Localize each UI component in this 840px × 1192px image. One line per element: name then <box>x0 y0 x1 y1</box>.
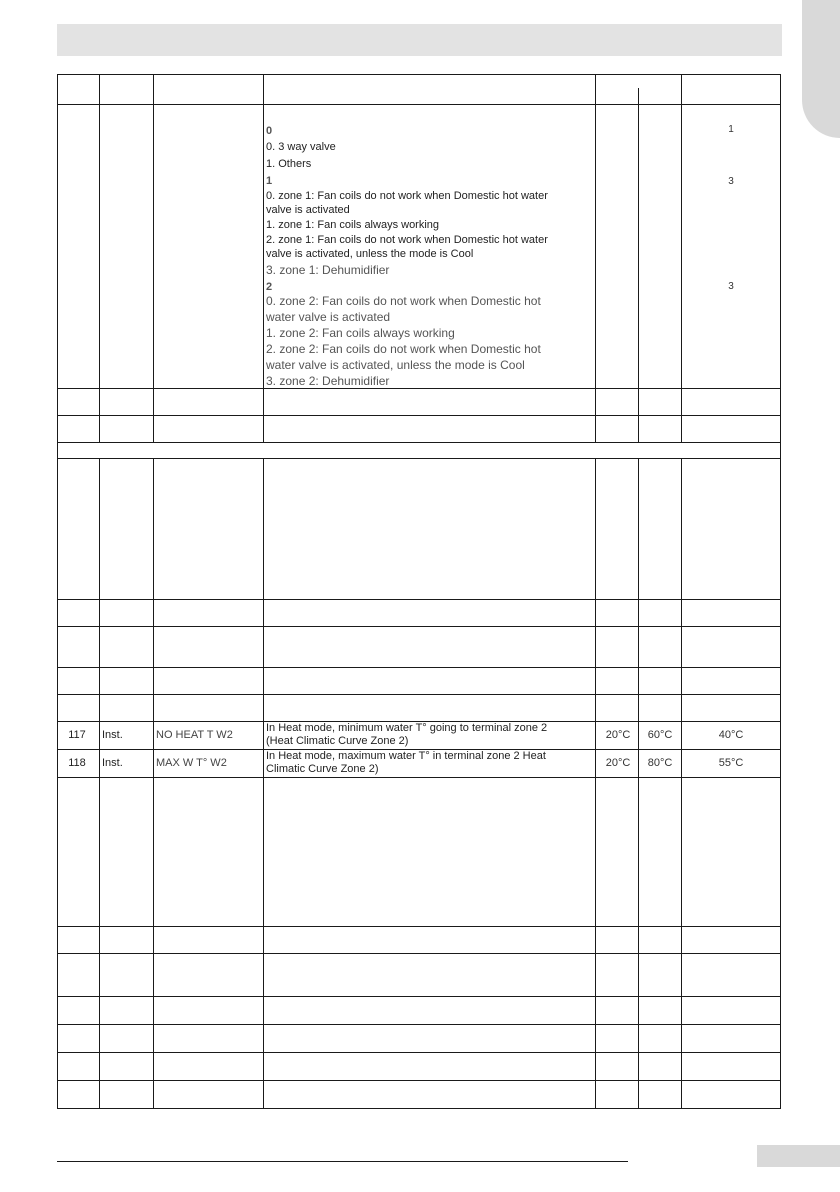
column-divider <box>681 458 682 1109</box>
param-access-level: Inst. <box>102 757 123 769</box>
row-divider <box>57 388 781 389</box>
option-0-item: 1. Others <box>266 158 312 170</box>
option-2-item: water valve is activated <box>266 310 391 324</box>
column-divider <box>595 458 596 1109</box>
column-divider <box>153 74 154 442</box>
column-divider <box>681 74 682 442</box>
option-0-default: 1 <box>728 124 734 135</box>
row-divider <box>57 442 781 443</box>
option-1-item: 3. zone 1: Dehumidifier <box>266 263 390 277</box>
row-divider <box>57 599 781 600</box>
option-1-item: 2. zone 1: Fan coils do not work when Domestic hot water <box>266 234 548 246</box>
row-divider <box>57 996 781 997</box>
param-max: 80°C <box>647 757 673 769</box>
row-divider <box>57 626 781 627</box>
option-1-item: 1. zone 1: Fan coils always working <box>266 219 440 231</box>
row-divider <box>57 1080 781 1081</box>
row-divider <box>57 694 781 695</box>
row-divider <box>57 926 781 927</box>
row-divider <box>57 1052 781 1053</box>
column-divider <box>638 88 639 442</box>
option-1-item: 0. zone 1: Fan coils do not work when Domestic hot water <box>266 190 548 202</box>
param-description: (Heat Climatic Curve Zone 2) <box>266 735 409 747</box>
chapter-side-tab <box>802 0 840 138</box>
option-1-item: valve is activated, unless the mode is Cool <box>266 248 474 260</box>
column-divider <box>638 458 639 1109</box>
section-divider <box>57 458 781 459</box>
option-2-item: 3. zone 2: Dehumidifier <box>266 374 390 388</box>
param-number: 117 <box>68 729 86 741</box>
param-name: NO HEAT T W2 <box>156 729 233 741</box>
column-divider <box>263 458 264 1109</box>
param-name: MAX W T° W2 <box>156 757 227 769</box>
option-heading-0: 0 <box>266 125 273 137</box>
option-2-item: 0. zone 2: Fan coils do not work when Domestic hot <box>266 294 541 308</box>
option-2-item: 2. zone 2: Fan coils do not work when Domestic hot <box>266 342 541 356</box>
column-divider <box>99 458 100 1109</box>
option-heading-1: 1 <box>266 175 273 187</box>
option-heading-2: 2 <box>266 281 273 293</box>
param-default: 55°C <box>718 757 744 769</box>
option-1-item: valve is activated <box>266 204 350 216</box>
option-2-item: water valve is activated, unless the mode is Cool <box>266 358 525 372</box>
param-number: 118 <box>68 757 86 769</box>
param-description: Climatic Curve Zone 2) <box>266 763 379 775</box>
column-divider <box>153 458 154 1109</box>
param-default: 40°C <box>718 729 744 741</box>
page-number-tab <box>757 1145 840 1167</box>
row-divider <box>57 1024 781 1025</box>
row-divider <box>57 953 781 954</box>
row-divider <box>57 777 781 778</box>
section-header-bar <box>57 24 782 56</box>
param-min: 20°C <box>605 729 631 741</box>
param-access-level: Inst. <box>102 729 123 741</box>
column-divider <box>595 74 596 442</box>
row-divider <box>57 415 781 416</box>
param-description: In Heat mode, minimum water T° going to terminal zone 2 <box>266 722 548 734</box>
param-max: 60°C <box>647 729 673 741</box>
column-divider <box>263 74 264 442</box>
column-divider <box>99 74 100 442</box>
option-0-item: 0. 3 way valve <box>266 141 336 153</box>
footer-rule <box>57 1161 628 1162</box>
param-description: In Heat mode, maximum water T° in terminal zone 2 Heat <box>266 750 546 762</box>
option-1-default: 3 <box>728 176 734 187</box>
option-2-item: 1. zone 2: Fan coils always working <box>266 326 455 340</box>
header-row-divider <box>57 104 781 105</box>
param-min: 20°C <box>605 757 631 769</box>
option-2-default: 3 <box>728 281 734 292</box>
row-divider <box>57 667 781 668</box>
